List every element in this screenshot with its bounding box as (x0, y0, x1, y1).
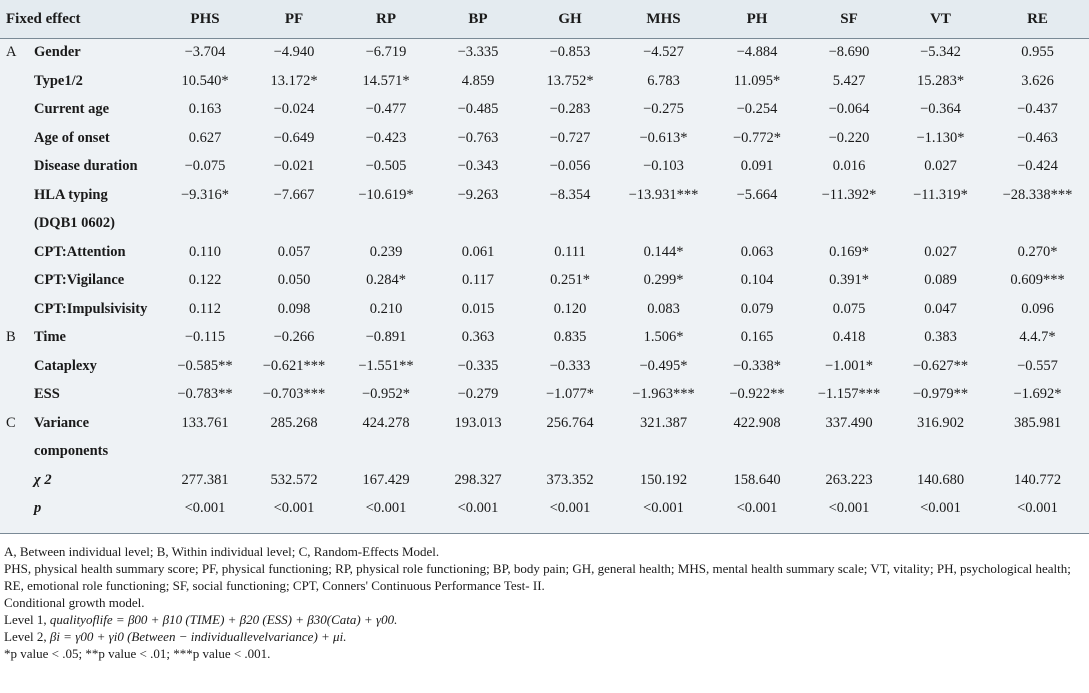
row-group-label (0, 124, 34, 153)
table-cell: 133.761 (181, 414, 229, 431)
level2-prefix: Level 2, (4, 629, 50, 644)
table-cell: −7.667 (273, 186, 315, 203)
col-header-phs: PHS (190, 11, 220, 27)
row-group-label (0, 437, 34, 466)
row-group-label (0, 352, 34, 381)
table-cell: −0.477 (365, 101, 407, 117)
table-cell: 0.111 (554, 243, 586, 260)
table-cell: 0.299* (643, 272, 684, 288)
table-row (0, 409, 1089, 438)
row-group-label (0, 152, 34, 181)
table-cell: 0.609*** (1010, 272, 1065, 288)
table-cell: 0.391* (829, 272, 869, 288)
col-header-rp: RP (376, 11, 397, 27)
col-header-ph: PH (746, 11, 768, 27)
table-cell: 0.083 (647, 300, 680, 317)
table-cell: 0.383 (924, 329, 957, 345)
table-cell: 0.075 (832, 300, 866, 317)
table-row (0, 266, 1089, 295)
table-cell: −0.266 (273, 329, 315, 345)
footnote-significance: *p value < .05; **p value < .01; ***p value < .001. (4, 646, 271, 661)
table-cell: −0.627** (912, 357, 969, 374)
table-cell: −0.056 (549, 158, 591, 174)
table-cell: −0.763 (457, 129, 499, 146)
row-group-label (0, 494, 34, 523)
table-cell: 0.061 (461, 243, 495, 260)
row-label: HLA typing (34, 186, 108, 203)
table-cell: −0.783** (177, 386, 233, 402)
level1-prefix: Level 1, (4, 612, 50, 627)
table-cell (162, 209, 248, 238)
table-row (0, 238, 1089, 267)
table-row (0, 95, 1089, 124)
table-cell: −0.075 (184, 158, 226, 174)
table-cell: 14.571* (362, 72, 410, 89)
footnote-level2 (4, 628, 1084, 645)
table-cell: 0.047 (924, 300, 957, 317)
table-cell (524, 209, 616, 238)
table-cell: −0.279 (457, 386, 499, 402)
table-cell: −1.001* (824, 357, 874, 374)
table-cell: 263.223 (825, 471, 873, 488)
table-cell: 0.627 (188, 129, 222, 146)
table-cell: −0.275 (643, 101, 684, 117)
table-cell: −0.585** (177, 357, 233, 374)
col-header-pf: PF (284, 11, 304, 27)
table-cell: 424.278 (362, 414, 410, 431)
table-cell: −9.316* (180, 186, 230, 203)
table-cell: −0.335 (457, 357, 499, 374)
table-cell: 0.120 (553, 300, 587, 317)
col-header-mhs: MHS (646, 11, 681, 27)
table-cell: 256.764 (546, 414, 594, 431)
table-cell: −0.115 (184, 329, 226, 345)
table-row (0, 323, 1089, 352)
table-cell: <0.001 (457, 500, 499, 516)
table-cell: <0.001 (736, 500, 778, 516)
table-cell: 0.210 (369, 300, 403, 317)
table-row (0, 181, 1089, 210)
table-cell: −0.064 (828, 101, 870, 117)
table-cell: 0.098 (277, 300, 311, 317)
row-label: CPT:Impulsivisity (34, 300, 148, 317)
row-label: Variance (34, 414, 90, 431)
table-cell: 0.955 (1021, 44, 1054, 60)
table-cell (248, 437, 340, 466)
table-cell: −0.979** (912, 386, 969, 402)
table-row (0, 352, 1089, 381)
table-cell: 277.381 (181, 471, 229, 488)
row-group-label (0, 181, 34, 210)
table-cell: 0.165 (740, 329, 774, 345)
table-cell: −0.463 (1017, 129, 1058, 146)
table-cell: 0.284* (366, 272, 406, 288)
footnote-levels: A, Between individual level; B, Within individual level; C, Random-Effects Model. (4, 544, 440, 559)
table-cell: <0.001 (828, 500, 870, 516)
table-row (0, 152, 1089, 181)
row-group-label (0, 295, 34, 324)
table-cell: 10.540* (181, 72, 229, 89)
row-group-label: B (6, 329, 16, 345)
table-cell (803, 209, 895, 238)
table-cell: 0.027 (924, 158, 957, 174)
table-cell (616, 209, 711, 238)
row-label: Type1/2 (34, 72, 83, 89)
table-cell: −1.692* (1013, 386, 1062, 402)
table-cell (986, 437, 1089, 466)
table-cell: −0.364 (920, 101, 961, 117)
table-cell: −8.690 (828, 44, 870, 60)
table-cell: −0.891 (365, 329, 407, 345)
col-header-gh: GH (558, 11, 582, 27)
table-cell: −0.338* (732, 357, 782, 374)
row-group-label (0, 266, 34, 295)
table-cell: 0.016 (832, 158, 866, 174)
footnote-level1 (4, 611, 1084, 628)
table-cell: 532.572 (270, 471, 318, 488)
table-cell: −0.485 (457, 101, 499, 117)
table-cell: 4.4.7* (1019, 329, 1056, 345)
table-cell: 5.427 (832, 72, 866, 89)
row-label: Age of onset (34, 129, 110, 146)
table-cell: 3.626 (1021, 72, 1054, 89)
table-cell: −0.727 (549, 129, 591, 146)
table-cell: 0.144* (643, 243, 684, 260)
table-row (0, 466, 1089, 495)
table-cell: 158.640 (733, 471, 781, 488)
table-cell: −1.963*** (632, 386, 695, 402)
table-cell: 298.327 (454, 471, 502, 488)
table-cell: −0.952* (361, 386, 411, 402)
col-header-bp: BP (468, 11, 488, 27)
row-label: components (34, 443, 109, 459)
table-cell: −28.338*** (1002, 186, 1073, 203)
row-label: Gender (34, 44, 81, 60)
table-cell (340, 209, 432, 238)
table-cell: 0.270* (1017, 243, 1058, 260)
table-cell: 0.096 (1021, 300, 1054, 317)
table-cell: −0.649 (273, 129, 315, 146)
table-cell: −0.557 (1017, 357, 1058, 374)
table-cell: −4.940 (273, 44, 315, 60)
row-label: p (34, 500, 42, 516)
table-cell: −3.704 (184, 44, 226, 60)
table-cell: −11.392* (821, 186, 877, 203)
row-group-label: A (6, 44, 17, 60)
table-cell: 0.418 (832, 329, 866, 345)
table-cell: 193.013 (454, 414, 502, 431)
table-cell: 422.908 (733, 414, 781, 431)
table-cell: 0.169* (829, 243, 869, 260)
table-cell: 321.387 (639, 414, 688, 431)
table-cell: 0.110 (188, 243, 222, 260)
row-group-label: C (6, 414, 16, 431)
row-label: CPT:Attention (34, 243, 126, 260)
header-row (0, 0, 1089, 38)
table-cell: 0.104 (740, 272, 774, 288)
row-group-label (0, 466, 34, 495)
table-cell (986, 209, 1089, 238)
table-cell: −4.884 (736, 44, 778, 60)
table-cell: 0.050 (277, 272, 311, 288)
table-cell: −11.319* (913, 186, 968, 203)
table-cell: −6.719 (365, 44, 407, 60)
table-cell: −0.283 (549, 101, 591, 117)
table-row (0, 38, 1089, 67)
table-cell: 0.117 (461, 272, 495, 288)
row-label: Cataplexy (34, 357, 97, 374)
table-cell: 385.981 (1013, 414, 1062, 431)
table-cell: −0.437 (1017, 101, 1058, 117)
table-cell: −13.931*** (628, 186, 699, 203)
table-cell: −0.423 (365, 129, 407, 146)
table-cell: −0.853 (549, 44, 591, 60)
table-cell: 285.268 (270, 414, 318, 431)
table-cell: −5.342 (920, 44, 961, 60)
table-cell (803, 437, 895, 466)
table-cell: 373.352 (546, 471, 594, 488)
table-cell: −0.772* (732, 129, 782, 146)
table-cell (895, 437, 986, 466)
table-cell: <0.001 (549, 500, 591, 516)
footnote-abbreviations: PHS, physical health summary score; PF, physical functioning; RP, physical role functioning; BP, body pain; GH, general health; MHS, mental health summary scale; VT, vitality; PH, psychological health; RE, emotional role functioning; SF, social functioning; CPT, Conners' Continuous Performance Test- II. (4, 561, 1071, 593)
table-cell: 150.192 (639, 471, 688, 488)
table-cell: 6.783 (647, 72, 680, 89)
table-cell: 0.363 (461, 329, 495, 345)
table-cell (340, 437, 432, 466)
table-row (0, 380, 1089, 409)
table-cell: 1.506* (643, 329, 684, 345)
row-group-label (0, 209, 34, 238)
table-cell: <0.001 (920, 500, 961, 516)
table-cell: 11.095* (733, 72, 781, 89)
table-cell (432, 209, 524, 238)
table-cell: −1.130* (916, 129, 965, 146)
table-cell (895, 209, 986, 238)
table-cell (711, 437, 803, 466)
table-cell: 316.902 (916, 414, 965, 431)
table-cell: −9.263 (457, 186, 499, 203)
table-cell: 13.752* (546, 72, 594, 89)
table-cell: 0.835 (553, 329, 587, 345)
table-cell: −5.664 (736, 186, 778, 203)
table-cell: −1.551** (358, 357, 414, 374)
table-cell (432, 437, 524, 466)
table-cell: 0.079 (740, 300, 774, 317)
table-cell: 0.251* (550, 272, 590, 288)
row-group-label (0, 95, 34, 124)
table-cell (248, 209, 340, 238)
col-header-re: RE (1027, 11, 1048, 27)
level1-formula: qualityoflife = β00 + β10 (TIME) + β20 (ESS) + β30(Cata) + γ00. (49, 612, 398, 627)
table-cell: −0.333 (549, 357, 591, 374)
table-cell: −0.613* (639, 129, 688, 146)
table-cell: 0.091 (740, 158, 774, 174)
table-body (0, 38, 1089, 523)
level2-formula: βi = γ00 + γi0 (Between − individuallevelvariance) + μi. (49, 629, 347, 644)
row-label: χ 2 (34, 471, 52, 488)
row-group-label (0, 238, 34, 267)
row-label: CPT:Vigilance (34, 272, 125, 288)
table-cell: −0.703*** (262, 386, 326, 402)
table-cell: −1.077* (545, 386, 595, 402)
table-cell: 4.859 (461, 72, 495, 89)
table-cell: −0.343 (457, 158, 499, 174)
table-row (0, 124, 1089, 153)
table-cell: 0.122 (188, 272, 222, 288)
table-cell: −0.621*** (262, 357, 326, 374)
table-cell: <0.001 (184, 500, 226, 516)
row-label: (DQB1 0602) (34, 215, 115, 231)
col-header-fixed-effect: Fixed effect (6, 11, 81, 27)
table-cell: −0.922** (729, 386, 785, 402)
table-cell: 0.239 (369, 243, 403, 260)
table-cell (524, 437, 616, 466)
table-cell: −0.505 (365, 158, 407, 174)
table-cell: <0.001 (365, 500, 407, 516)
table-cell (711, 209, 803, 238)
table-cell: −10.619* (358, 186, 414, 203)
table-cell: −4.527 (643, 44, 684, 60)
table-footnotes (4, 543, 1084, 662)
table-cell: <0.001 (273, 500, 315, 516)
footnote-model: Conditional growth model. (4, 595, 145, 610)
table-cell: 140.680 (916, 471, 965, 488)
table-cell: 15.283* (916, 72, 965, 89)
table-cell (616, 437, 711, 466)
table-cell: −3.335 (457, 44, 499, 60)
table-cell: 0.015 (461, 300, 495, 317)
table-cell: −0.220 (828, 129, 870, 146)
table-row (0, 209, 1089, 238)
table-cell: 0.057 (277, 243, 311, 260)
table-cell: <0.001 (643, 500, 684, 516)
table-cell: 0.163 (188, 101, 222, 117)
table-cell: 0.027 (924, 243, 957, 260)
table-row (0, 494, 1089, 523)
table-cell (162, 437, 248, 466)
table-cell: −0.424 (1017, 158, 1058, 174)
table-cell: −0.495* (639, 357, 688, 374)
table-cell: −0.021 (273, 158, 315, 174)
table-cell: −1.157*** (817, 386, 881, 402)
table-cell: 0.063 (740, 243, 774, 260)
table-cell: <0.001 (1017, 500, 1058, 516)
table-cell: 167.429 (362, 471, 410, 488)
table-cell: −0.103 (643, 158, 684, 174)
row-label: Time (34, 329, 66, 345)
table-row (0, 67, 1089, 96)
table-cell: −0.254 (736, 101, 778, 117)
table-cell: 0.112 (188, 300, 222, 317)
row-label: Current age (34, 101, 110, 117)
table-cell: 337.490 (825, 414, 873, 431)
table-cell: −0.024 (273, 101, 315, 117)
table-row (0, 437, 1089, 466)
row-label: ESS (34, 386, 60, 402)
table-cell: 0.089 (924, 272, 957, 288)
col-header-vt: VT (930, 11, 951, 27)
bottom-rule (0, 533, 1089, 534)
row-group-label (0, 67, 34, 96)
table-row (0, 295, 1089, 324)
table-cell: −8.354 (549, 186, 591, 203)
table-cell: 140.772 (1013, 471, 1062, 488)
col-header-sf: SF (840, 11, 858, 27)
row-group-label (0, 380, 34, 409)
table-cell: 13.172* (270, 72, 318, 89)
row-label: Disease duration (34, 158, 138, 174)
